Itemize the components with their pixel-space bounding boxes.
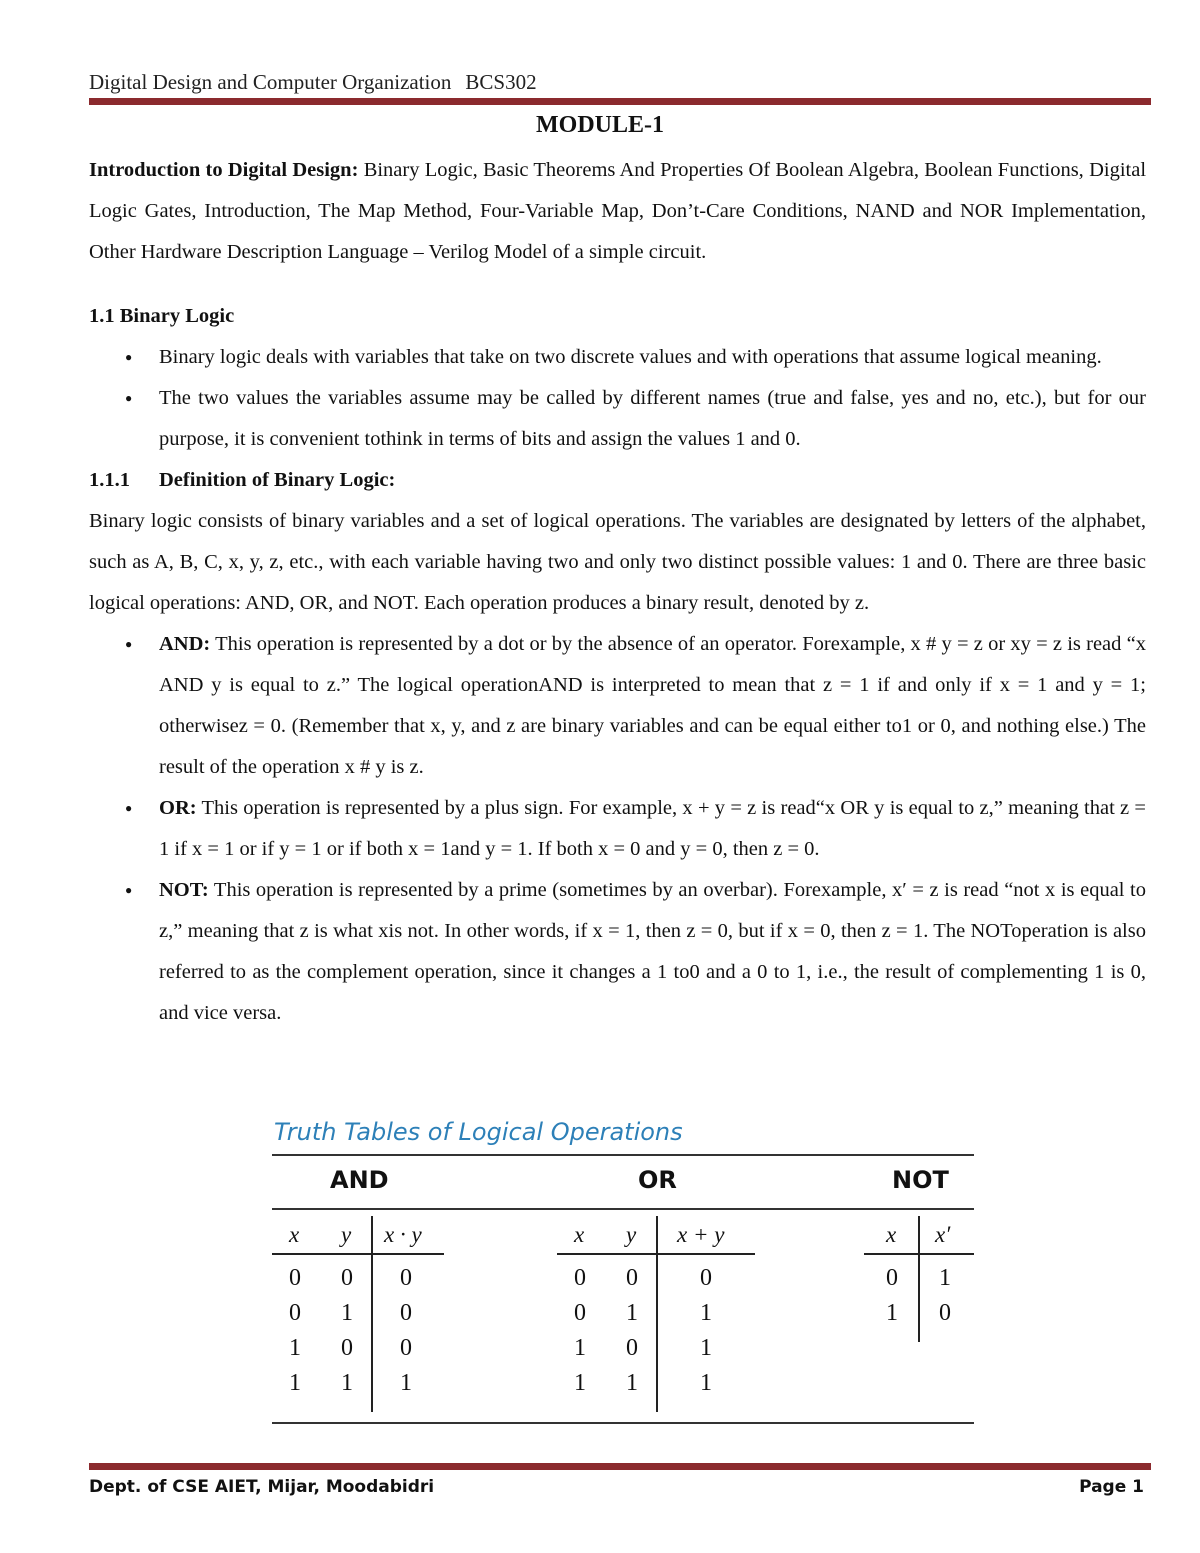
footer-page-number: Page 1 [1079,1477,1144,1497]
or-cell: 1 [626,1370,638,1396]
or-cell: 1 [574,1335,586,1361]
definition-paragraph: Binary logic consists of binary variables and a set of logical operations. The variables are designated by letters of the alphabet, such as A, B, C, x, y, z, etc., with each variable having two and only two distinct possible values: 1 and 0. There are three basic logical operations: AND, OR, and NOT. Each operation produces a binary result, denoted by z. [89,510,1146,614]
and-divider [371,1216,373,1412]
or-cell: 0 [626,1335,638,1361]
not-divider [918,1216,920,1342]
or-cell: 0 [574,1265,586,1291]
list-item [159,788,1146,870]
and-header: AND [330,1166,389,1194]
not-cell: 0 [939,1300,951,1326]
section-1-1-1-heading [89,460,1146,501]
not-col-x: x [886,1222,897,1247]
op-label-and: AND: [159,633,211,655]
and-cell: 0 [289,1265,301,1291]
table-bottom-rule [272,1422,974,1424]
op-label-or: OR: [159,797,197,819]
and-col-xy: x · y [384,1222,422,1247]
header-title: Digital Design and Computer Organization [89,70,452,94]
operations-list [89,624,1146,1034]
and-col-rule [272,1253,444,1255]
section-number: 1.1.1 [89,469,130,491]
op-text-and: This operation is represented by a dot or by the absence of an operator. Forexample, x # y = z or xy = z is read “x AND y is equal to z.” The logical operationAND is interpreted to mean that z = 1 if and only if x = 1 and y = 1; otherwisez = 0. (Remember that x, y, and z are binary variables and can be equal either to1 or 0, and nothing else.) The result of the operation x # y is z. [159,633,1146,778]
footer-department: Dept. of CSE AIET, Mijar, Moodabidri [89,1477,435,1497]
intro-text: Binary Logic, Basic Theorems And Properties Of Boolean Algebra, Boolean Functions, Digital Logic Gates, Introduction, The Map Method, Four-Variable Map, Don’t-Care Conditions, NAND and NOR Implementation, Other Hardware Description Language – Verilog Model of a simple circuit. [89,159,1147,263]
truth-tables-title: Truth Tables of Logical Operations [274,1118,683,1146]
intro-label: Introduction to Digital Design: [89,159,359,181]
and-cell: 0 [341,1335,353,1361]
not-col-x-prime: x′ [935,1222,951,1247]
or-cell: 0 [626,1265,638,1291]
not-cell: 1 [886,1300,898,1326]
list-item [159,624,1146,788]
section-title: Definition of Binary Logic: [159,469,396,491]
and-cell: 1 [341,1300,353,1326]
and-cell: 0 [289,1300,301,1326]
not-cell: 1 [939,1265,951,1291]
op-text-or: This operation is represented by a plus sign. For example, x + y = z is read“x OR y is equal to z,” meaning that z = 1 if x = 1 or if y = 1 or if both x = 1and y = 1. If both x = 0 and y = 0, then z = 0. [159,797,1146,860]
and-cell: 1 [341,1370,353,1396]
or-col-y: y [626,1222,637,1247]
and-col-y: y [341,1222,352,1247]
or-header: OR [638,1166,677,1194]
or-divider [656,1216,658,1412]
or-cell: 1 [700,1335,712,1361]
or-cell: 1 [574,1370,586,1396]
or-col-x-plus-y: x + y [677,1222,725,1247]
and-cell: 1 [289,1370,301,1396]
list-item: ● Binary logic deals with variables that take on two discrete values and with operations that assume logical meaning. [159,337,1146,378]
truth-tables-figure [272,1118,974,1424]
and-col-x: x [289,1222,300,1247]
and-cell: 0 [400,1300,412,1326]
or-cell: 0 [574,1300,586,1326]
and-cell: 0 [341,1265,353,1291]
module-title: MODULE-1 [536,112,664,138]
not-cell: 0 [886,1265,898,1291]
or-cell: 0 [700,1265,712,1291]
truth-table-grid [272,1210,974,1422]
or-col-x: x [574,1222,585,1247]
and-cell: 1 [400,1370,412,1396]
not-header: NOT [892,1166,949,1194]
running-header [89,70,537,95]
and-cell: 0 [400,1335,412,1361]
footer-rule [89,1463,1151,1470]
op-text-not: This operation is represented by a prime (sometimes by an overbar). Forexample, x′ = z is read “not x is equal to z,” meaning that z is what xis not. In other words, if x = 1, then z = 0, but if x = 0, then z = 1. The NOToperation is also referred to as the complement operation, since it changes a 1 to0 and a 0 to 1, i.e., the result of complementing 1 is 0, and vice versa. [159,879,1146,1024]
list-item: ● The two values the variables assume may be called by different names (true and false, yes and no, etc.), but for our purpose, it is convenient tothink in terms of bits and assign the values 1 and 0. [159,378,1146,460]
main-content [89,150,1146,1034]
or-cell: 1 [700,1300,712,1326]
header-rule [89,98,1151,105]
and-cell: 1 [289,1335,301,1361]
and-cell: 0 [400,1265,412,1291]
or-cell: 1 [626,1300,638,1326]
op-label-not: NOT: [159,879,209,901]
intro-paragraph [89,150,1146,273]
section-1-1-bullets [89,337,1146,460]
table-group-headers [272,1156,974,1208]
header-course-code: BCS302 [465,70,537,94]
section-1-1-heading: 1.1 Binary Logic [89,305,235,327]
list-item [159,870,1146,1034]
or-cell: 1 [700,1370,712,1396]
